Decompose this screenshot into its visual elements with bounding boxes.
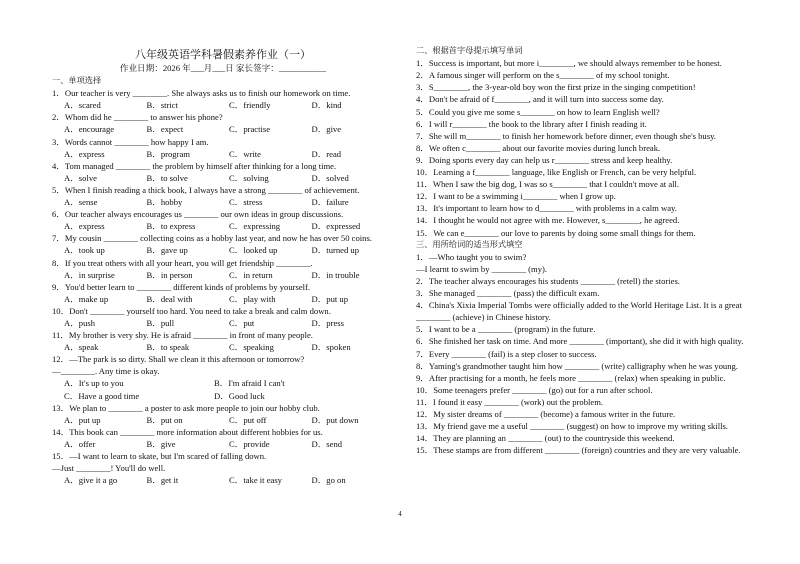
section3-items <box>416 251 756 457</box>
question-text: 9．You'd better learn to ________ different kinds of problems by yourself. <box>52 281 311 292</box>
fill-item: 9．After practising for a month, he feels more ________ (relax) when speaking in public. <box>416 372 726 383</box>
question-text: 13．We plan to ________ a poster to ask more people to join our hobby club. <box>52 402 320 413</box>
option: D．go on <box>311 475 346 486</box>
question-item <box>52 402 394 426</box>
option-row <box>52 390 394 402</box>
option: C．put off <box>229 414 267 425</box>
section2-items <box>416 57 756 238</box>
fill-item: 4．China's Xixia Imperial Tombs were officially added to the World Heritage List. It is a great ________ (achieve) in Chinese history. <box>416 300 742 323</box>
option: B．to solve <box>146 172 188 183</box>
option: C．speaking <box>229 342 274 353</box>
option: C．take it easy <box>229 475 282 486</box>
option: B．give <box>146 438 176 449</box>
question-item <box>52 329 394 353</box>
option: A．It's up to you <box>64 378 124 389</box>
option-row <box>52 438 394 450</box>
question-text-cont: —Just ________! You'll do well. <box>52 463 166 474</box>
fill-item: —I learnt to swim by ________ (my). <box>416 263 548 274</box>
question-item <box>52 111 394 135</box>
option: C．in return <box>229 269 273 280</box>
option: D．failure <box>311 197 349 208</box>
option: B．in person <box>146 269 193 280</box>
fill-item: 2．The teacher always encourages his students ________ (retell) the stories. <box>416 276 680 286</box>
fill-item: 4．Don't be afraid of f________, and it will turn into success some day. <box>416 94 664 105</box>
option: D．put down <box>311 414 359 425</box>
option-row <box>52 317 394 329</box>
option: A．in surprise <box>64 269 115 280</box>
option: A．express <box>64 148 105 159</box>
option: B．pull <box>146 317 175 328</box>
fill-item: 15．We can e________ our love to parents by doing some small things for them. <box>416 227 696 238</box>
option: C．stress <box>229 197 263 208</box>
question-item <box>52 160 394 184</box>
fill-item: 6．I will r________ the book to the library after I finish reading it. <box>416 118 647 129</box>
question-item <box>52 232 394 256</box>
option: D．solved <box>311 172 349 183</box>
option: C．expressing <box>229 221 281 232</box>
question-item <box>52 353 394 401</box>
question-text: 11．My brother is very shy. He is afraid ________ in front of many people. <box>52 330 313 341</box>
option: A．make up <box>64 293 109 304</box>
option: C．write <box>229 148 261 159</box>
date-signature-line: 作业日期：2026 年___月___日 家长签字：___________ <box>119 63 327 73</box>
option: B．hobby <box>146 197 183 208</box>
option: A．solve <box>64 172 97 183</box>
question-item <box>52 257 394 281</box>
fill-item: 2．A famous singer will perform on the s________ of my school tonight. <box>416 70 670 81</box>
section1-title: 一、单项选择 <box>52 76 102 85</box>
option: C．Have a good time <box>64 390 140 401</box>
option: D．kind <box>311 100 342 111</box>
option: A．speak <box>64 342 99 353</box>
fill-item: 14．They are planning an ________ (out) to the countryside this weekend. <box>416 433 675 444</box>
option: A．encourage <box>64 124 115 135</box>
question-item <box>52 426 394 450</box>
option-row <box>52 474 394 486</box>
question-item <box>52 184 394 208</box>
fill-item: 11．When I saw the big dog, I was so s________ that I couldn't move at all. <box>416 179 680 190</box>
option: B．to express <box>146 221 196 232</box>
option: D．press <box>311 317 344 328</box>
option-row <box>52 244 394 256</box>
option: D．in trouble <box>311 269 360 280</box>
option-row <box>52 293 394 305</box>
option: B．expect <box>146 124 184 135</box>
question-text-cont: —________. Any time is okay. <box>52 366 160 377</box>
section3-title: 三、用所给词的适当形式填空 <box>416 239 523 249</box>
fill-item: 3．She managed ________ (pass) the difficult exam. <box>416 288 600 299</box>
option: A．give it a go <box>64 475 118 486</box>
option: A．sense <box>64 197 98 208</box>
page-number: 4 <box>398 510 402 518</box>
option: D．put up <box>311 293 349 304</box>
question-text: 2．Whom did he ________ to answer his phone? <box>52 112 223 123</box>
option: A．push <box>64 317 96 328</box>
option-row <box>52 269 394 281</box>
question-text: 7．My cousin ________ collecting coins as a hobby last year, and now he has over 50 coins. <box>52 233 372 244</box>
option: D．read <box>311 148 342 159</box>
question-item <box>52 305 394 329</box>
fill-item: 13．My friend gave me a useful ________ (suggest) on how to improve my writing skills. <box>416 421 728 432</box>
option: B．gave up <box>146 245 188 256</box>
option-row <box>52 377 394 389</box>
question-item <box>52 281 394 305</box>
option: C．provide <box>229 438 270 449</box>
option: C．put <box>229 317 255 328</box>
fill-item: 11．I found it easy ________ (work) out the problem. <box>416 396 604 407</box>
question-text: 14．This book can ________ more information about different hobbies for us. <box>52 426 323 437</box>
fill-item: 15．These stamps are from different ________ (foreign) countries and they are very valuable. <box>416 445 741 456</box>
fill-item: 12．I want to be a swimming i________ when I grow up. <box>416 191 616 202</box>
option: B．strict <box>146 100 179 111</box>
option-row <box>52 123 394 135</box>
fill-item: 8．We often c________ about our favorite movies during lunch break. <box>416 142 661 153</box>
option-row <box>52 414 394 426</box>
option: D．expressed <box>311 221 361 232</box>
option: A．put up <box>64 414 101 425</box>
fill-item: 13．It's important to learn how to d________ with problems in a calm way. <box>416 203 677 214</box>
option-row <box>52 172 394 184</box>
fill-item: 5．I want to be a ________ (program) in the future. <box>416 324 596 335</box>
question-text: 4．Tom managed ________ the problem by himself after thinking for a long time. <box>52 160 337 171</box>
option: C．practise <box>229 124 271 135</box>
option: A．scared <box>64 100 101 111</box>
fill-item: 1．—Who taught you to swim? <box>416 251 527 262</box>
option: B．I'm afraid I can't <box>214 378 285 389</box>
left-column <box>52 0 394 486</box>
section2-title: 二、根据首字母提示填写单词 <box>416 46 523 55</box>
option: B．deal with <box>146 293 193 304</box>
question-text: 5．When I finish reading a thick book, I always have a strong ________ of achievement. <box>52 184 360 195</box>
option: C．play with <box>229 293 276 304</box>
question-text: 15．—I want to learn to skate, but I'm scared of falling down. <box>52 451 267 462</box>
right-column <box>416 0 756 456</box>
question-item <box>52 136 394 160</box>
page-title: 八年级英语学科暑假素养作业（一） <box>135 49 311 61</box>
fill-item: 1．Success is important, but more i________, we should always remember to be honest. <box>416 58 722 69</box>
fill-item: 7．Every ________ (fail) is a step closer to success. <box>416 348 597 359</box>
fill-item: 8．Yaming's grandmother taught him how ________ (write) calligraphy when he was young. <box>416 360 738 371</box>
option: D．Good luck <box>214 390 265 401</box>
fill-item: 3．S________, the 3-year-old boy won the first prize in the singing competition! <box>416 82 696 93</box>
option-row <box>52 220 394 232</box>
option: A．offer <box>64 438 96 449</box>
option: B．to speak <box>146 342 190 353</box>
option: D．turned up <box>311 245 359 256</box>
option: C．friendly <box>229 100 271 111</box>
question-item <box>52 87 394 111</box>
option: A．express <box>64 221 105 232</box>
fill-item: 5．Could you give me some s________ on how to learn English well? <box>416 106 660 117</box>
option: B．get it <box>146 475 179 486</box>
option-row <box>52 196 394 208</box>
question-text: 3．Words cannot ________ how happy I am. <box>52 136 209 147</box>
fill-item: 12．My sister dreams of ________ (become) a famous writer in the future. <box>416 409 676 420</box>
fill-item: 10．Some teenagers prefer ________ (go) out for a run after school. <box>416 384 653 395</box>
option: D．send <box>311 438 343 449</box>
question-item <box>52 450 394 486</box>
question-text: 6．Our teacher always encourages us ________ our own ideas in group discussions. <box>52 209 344 220</box>
option: D．spoken <box>311 342 351 353</box>
option-row <box>52 341 394 353</box>
fill-item: 14．I thought he would not agree with me. However, s________, he agreed. <box>416 215 680 226</box>
fill-item: 10．Learning a f________ language, like English or French, can be very helpful. <box>416 167 697 178</box>
question-text: 10．Don't ________ yourself too hard. You need to take a break and calm down. <box>52 305 331 316</box>
option: C．solving <box>229 172 269 183</box>
question-text: 12．—The park is so dirty. Shall we clean it this afternoon or tomorrow? <box>52 354 305 365</box>
section1-questions <box>52 87 394 486</box>
option-row <box>52 148 394 160</box>
fill-item: 7．She will m________ to finish her homework before dinner, even though she's busy. <box>416 130 716 141</box>
option: B．program <box>146 148 190 159</box>
option: D．give <box>311 124 342 135</box>
question-item <box>52 208 394 232</box>
question-text: 8．If you treat others with all your heart, you will get friendship ________. <box>52 257 313 268</box>
fill-item: 6．She finished her task on time. And more ________ (important), she did it with high quality. <box>416 336 744 347</box>
fill-item: 9．Doing sports every day can help us r________ stress and keep healthy. <box>416 154 673 165</box>
option: A．took up <box>64 245 105 256</box>
option: B．put on <box>146 414 183 425</box>
option-row <box>52 99 394 111</box>
question-text: 1．Our teacher is very ________. She always asks us to finish our homework on time. <box>52 88 351 99</box>
option: C．looked up <box>229 245 278 256</box>
